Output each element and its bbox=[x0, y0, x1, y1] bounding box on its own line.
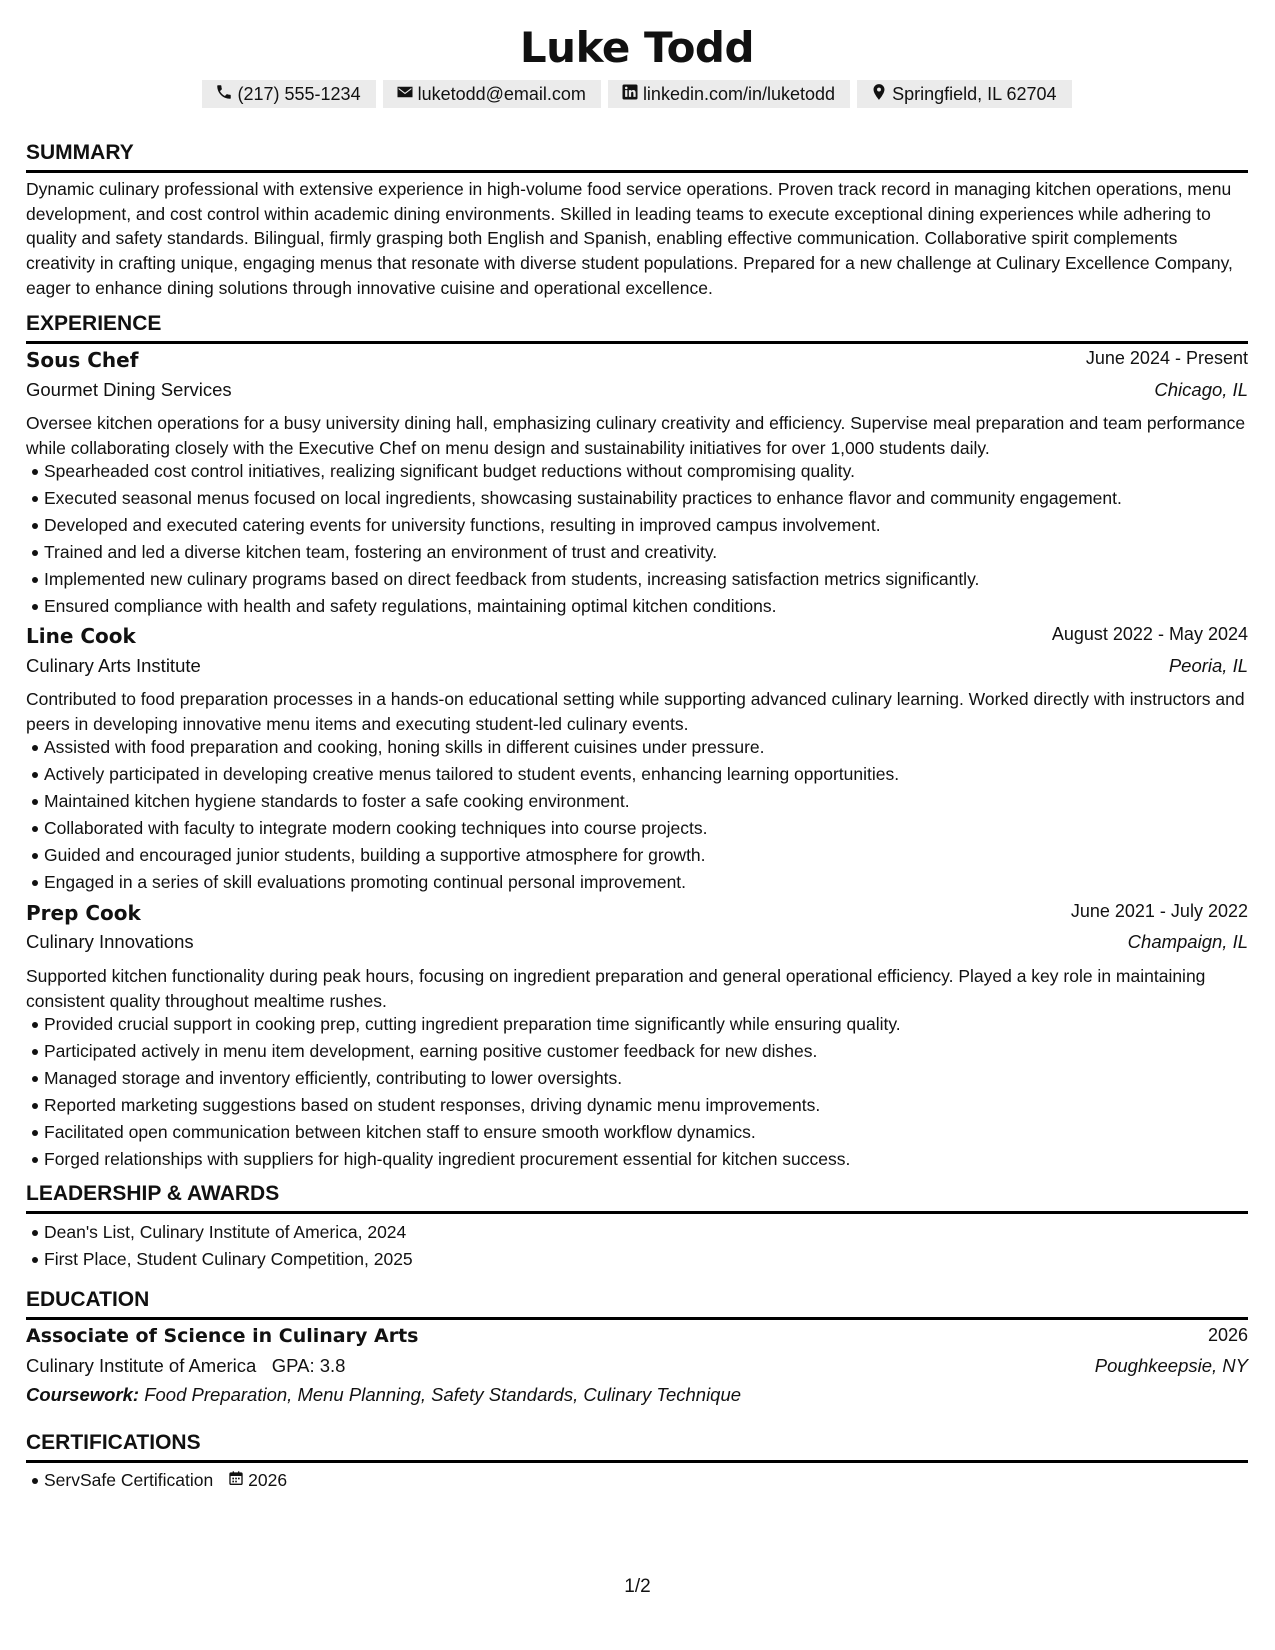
list-item: Facilitated open communication between kitchen staff to ensure smooth workflow dynamics. bbox=[44, 1119, 1266, 1146]
certifications-list bbox=[26, 1467, 1266, 1494]
list-item: Executed seasonal menus focused on local ingredients, showcasing sustainability practices to enhance flavor and community engagement. bbox=[44, 485, 1266, 512]
list-item: Dean's List, Culinary Institute of America, 2024 bbox=[44, 1219, 1266, 1246]
contact-email[interactable] bbox=[383, 80, 601, 108]
job-company-row bbox=[26, 655, 1248, 677]
job-title: Sous Chef bbox=[26, 348, 139, 372]
coursework-list: Food Preparation, Menu Planning, Safety Standards, Culinary Technique bbox=[144, 1384, 742, 1405]
job-header bbox=[26, 901, 1248, 925]
map-pin-icon bbox=[870, 83, 892, 106]
page-number: 1/2 bbox=[624, 1576, 651, 1597]
job-dates: June 2021 - July 2022 bbox=[1070, 901, 1248, 921]
leadership-heading: LEADERSHIP & AWARDS bbox=[26, 1181, 1248, 1214]
job-title: Prep Cook bbox=[26, 901, 141, 925]
contact-bar bbox=[26, 80, 1248, 108]
calendar-icon bbox=[228, 1467, 248, 1494]
job-dates: August 2022 - May 2024 bbox=[1051, 624, 1248, 644]
school-info bbox=[26, 1355, 345, 1377]
job-header bbox=[26, 624, 1248, 648]
list-item: Engaged in a series of skill evaluations promoting continual personal improvement. bbox=[44, 869, 1266, 896]
job-company: Gourmet Dining Services bbox=[26, 379, 232, 400]
list-item: Reported marketing suggestions based on student responses, driving dynamic menu improvements. bbox=[44, 1092, 1266, 1119]
job-description: Contributed to food preparation processes in a hands-on educational setting while supporting advanced culinary learning. Worked directly with instructors and peers in developing innovative menu items and executing student-led culinary events. bbox=[26, 689, 1245, 734]
list-item: Guided and encouraged junior students, building a supportive atmosphere for growth. bbox=[44, 842, 1266, 869]
list-item: Developed and executed catering events for university functions, resulting in improved campus involvement. bbox=[44, 512, 1266, 539]
phone-icon bbox=[215, 83, 237, 106]
contact-linkedin[interactable] bbox=[608, 80, 850, 108]
experience-heading: EXPERIENCE bbox=[26, 311, 1248, 344]
job-bullets bbox=[26, 458, 1266, 620]
job-title: Line Cook bbox=[26, 624, 136, 648]
certification-date bbox=[228, 1467, 287, 1494]
job-location: Chicago, IL bbox=[1154, 379, 1248, 400]
list-item: Actively participated in developing creative menus tailored to student events, enhancing learning opportunities. bbox=[44, 761, 1266, 788]
job-description: Oversee kitchen operations for a busy university dining hall, emphasizing culinary creativity and efficiency. Supervise meal preparation and team performance while collaborating closely with the Executive Chef on menu design and sustainability initiatives for over 1,000 students daily. bbox=[26, 413, 1246, 458]
school-row bbox=[26, 1355, 1248, 1377]
linkedin-text: linkedin.com/in/luketodd bbox=[642, 83, 836, 104]
email-text: luketodd@email.com bbox=[417, 83, 586, 104]
job-bullets bbox=[26, 1011, 1266, 1173]
job-company: Culinary Arts Institute bbox=[26, 655, 201, 676]
degree-title: Associate of Science in Culinary Arts bbox=[26, 1325, 419, 1347]
coursework bbox=[26, 1384, 741, 1406]
list-item: Maintained kitchen hygiene standards to foster a safe cooking environment. bbox=[44, 788, 1266, 815]
location-text: Springfield, IL 62704 bbox=[892, 83, 1057, 104]
summary-heading: SUMMARY bbox=[26, 140, 1248, 173]
list-item: Managed storage and inventory efficiently, contributing to lower oversights. bbox=[44, 1065, 1266, 1092]
list-item: Forged relationships with suppliers for high-quality ingredient procurement essential for kitchen success. bbox=[44, 1146, 1266, 1173]
gpa: GPA: 3.8 bbox=[271, 1355, 346, 1376]
degree-row bbox=[26, 1325, 1248, 1347]
degree-year: 2026 bbox=[1207, 1325, 1248, 1345]
school-name: Culinary Institute of America bbox=[26, 1355, 257, 1376]
list-item bbox=[44, 1467, 1266, 1494]
list-item: Provided crucial support in cooking prep, cutting ingredient preparation time significantly while ensuring quality. bbox=[44, 1011, 1266, 1038]
contact-phone bbox=[202, 80, 375, 108]
certification-year: 2026 bbox=[248, 1470, 288, 1490]
list-item: Participated actively in menu item development, earning positive customer feedback for new dishes. bbox=[44, 1038, 1266, 1065]
job-description: Supported kitchen functionality during peak hours, focusing on ingredient preparation and general operational efficiency. Played a key role in maintaining consistent quality throughout mealtime rushes. bbox=[26, 966, 1206, 1011]
job-location: Champaign, IL bbox=[1127, 931, 1248, 952]
certification-name: ServSafe Certification bbox=[44, 1470, 214, 1490]
list-item: Spearheaded cost control initiatives, realizing significant budget reductions without compromising quality. bbox=[44, 458, 1266, 485]
job-dates: June 2024 - Present bbox=[1085, 348, 1248, 368]
list-item: Trained and led a diverse kitchen team, fostering an environment of trust and creativity. bbox=[44, 539, 1266, 566]
list-item: Assisted with food preparation and cooking, honing skills in different cuisines under pressure. bbox=[44, 734, 1266, 761]
job-header bbox=[26, 348, 1248, 372]
linkedin-icon bbox=[621, 83, 643, 106]
envelope-icon bbox=[396, 83, 418, 106]
education-heading: EDUCATION bbox=[26, 1287, 1248, 1320]
school-location: Poughkeepsie, NY bbox=[1094, 1355, 1248, 1376]
coursework-label: Coursework: bbox=[26, 1384, 140, 1405]
job-company: Culinary Innovations bbox=[26, 931, 194, 952]
leadership-list bbox=[26, 1219, 1266, 1273]
list-item: Ensured compliance with health and safety regulations, maintaining optimal kitchen conditions. bbox=[44, 593, 1266, 620]
phone-text: (217) 555-1234 bbox=[237, 83, 361, 104]
summary-text: Dynamic culinary professional with extensive experience in high-volume food service operations. Proven track record in managing kitchen operations, menu development, and cost control within academic dining environments. Skilled in leading teams to execute exceptional dining experiences while adhering to quality and safety standards. Bilingual, firmly grasping both English and Spanish, enabling effective communication. Collaborative spirit complements creativity in crafting unique, engaging menus that resonate with diverse student populations. Prepared for a new challenge at Culinary Excellence Company, eager to enhance dining solutions through innovative cuisine and operational excellence. bbox=[26, 179, 1233, 298]
contact-location bbox=[857, 80, 1071, 108]
list-item: Implemented new culinary programs based on direct feedback from students, increasing satisfaction metrics significantly. bbox=[44, 566, 1266, 593]
job-company-row bbox=[26, 379, 1248, 401]
job-bullets bbox=[26, 734, 1266, 896]
job-location: Peoria, IL bbox=[1168, 655, 1248, 676]
certifications-heading: CERTIFICATIONS bbox=[26, 1430, 1248, 1463]
list-item: First Place, Student Culinary Competition, 2025 bbox=[44, 1246, 1266, 1273]
job-company-row bbox=[26, 931, 1248, 953]
candidate-name: Luke Todd bbox=[519, 23, 755, 72]
list-item: Collaborated with faculty to integrate modern cooking techniques into course projects. bbox=[44, 815, 1266, 842]
